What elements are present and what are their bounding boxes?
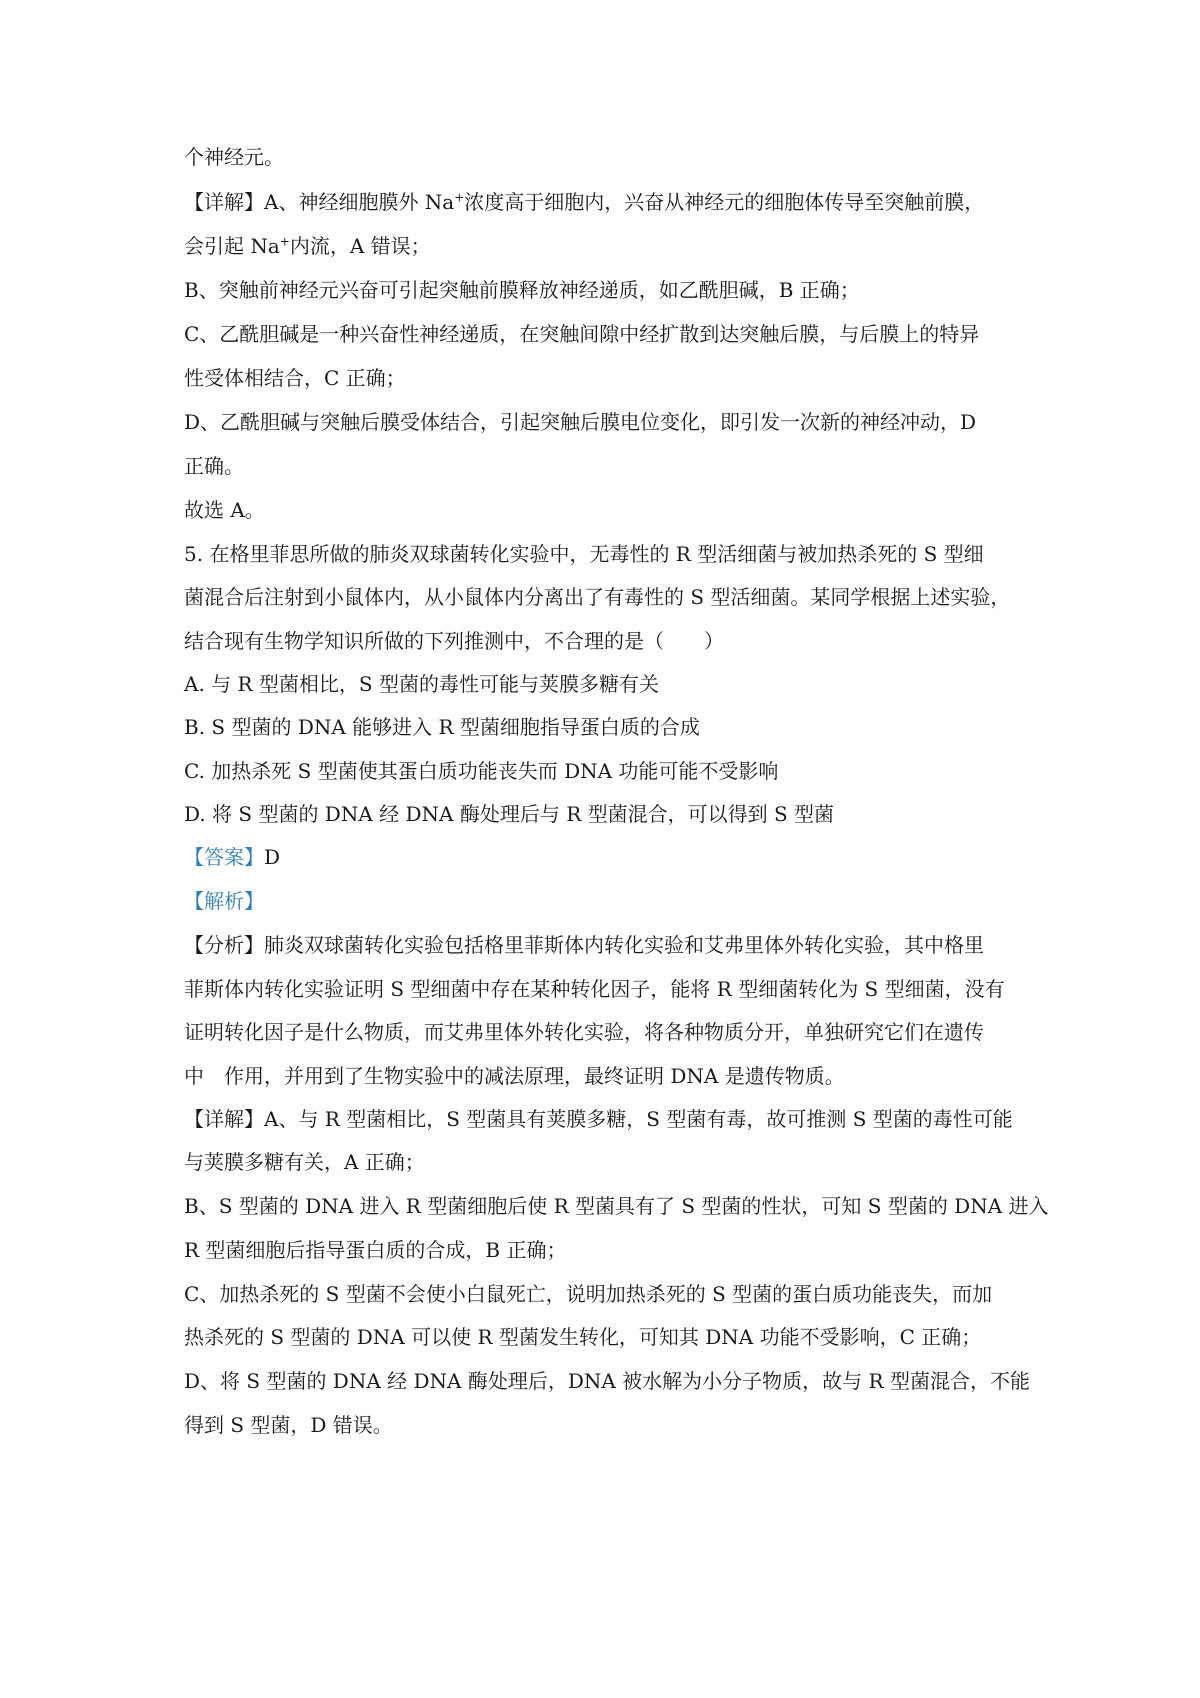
- text-span: 浓度高于细胞内，兴奋从神经元的细胞体传导至突触前膜，: [464, 190, 985, 214]
- text-line: D、乙酰胆碱与突触后膜受体结合，引起突触后膜电位变化，即引发一次新的神经冲动，D: [184, 410, 977, 434]
- text-line: 热杀死的 S 型菌的 DNA 可以使 R 型菌发生转化，可知其 DNA 功能不受影响，C 正确；: [184, 1325, 982, 1349]
- text-line: B、突触前神经元兴奋可引起突触前膜释放神经递质，如乙酰胆碱，B 正确；: [184, 278, 860, 302]
- text-line: D、将 S 型菌的 DNA 经 DNA 酶处理后，DNA 被水解为小分子物质，故与 R 型菌混合，不能: [184, 1369, 1030, 1393]
- text-line: 【详解】A、与 R 型菌相比，S 型菌具有荚膜多糖，S 型菌有毒，故可推测 S 型菌的毒性可能: [184, 1107, 1013, 1131]
- text-line: [184, 188, 984, 216]
- text-line: 个神经元。: [184, 145, 284, 169]
- text-span: 内流，A 错误；: [289, 234, 431, 258]
- answer-line: [184, 843, 280, 871]
- text-line: C、加热杀死的 S 型菌不会使小白鼠死亡，说明加热杀死的 S 型菌的蛋白质功能丧失，而加: [184, 1282, 993, 1306]
- text-line: 得到 S 型菌，D 错误。: [184, 1413, 393, 1437]
- text-line: 故选 A。: [184, 498, 265, 522]
- text-line: 【分析】肺炎双球菌转化实验包括格里菲斯体内转化实验和艾弗里体外转化实验，其中格里: [184, 933, 984, 957]
- text-span: 【详解】A、神经细胞膜外 Na: [184, 190, 455, 214]
- superscript-plus: +: [279, 234, 290, 249]
- question-stem: 5. 在格里菲思所做的肺炎双球菌转化实验中，无毒性的 R 型活细菌与被加热杀死的 S 型细: [184, 542, 984, 566]
- text-line: 菲斯体内转化实验证明 S 型细菌中存在某种转化因子，能将 R 型细菌转化为 S 型细菌，没有: [184, 977, 1005, 1001]
- option-a: A. 与 R 型菌相比，S 型菌的毒性可能与荚膜多糖有关: [184, 672, 659, 696]
- text-line: 与荚膜多糖有关，A 正确；: [184, 1150, 425, 1174]
- option-c: C. 加热杀死 S 型菌使其蛋白质功能丧失而 DNA 功能可能不受影响: [184, 759, 779, 783]
- question-stem: 结合现有生物学知识所做的下列推测中，不合理的是（ ）: [184, 629, 724, 653]
- text-span: 会引起 Na: [184, 234, 280, 258]
- analysis-label: 【解析】: [184, 889, 264, 913]
- text-line: R 型菌细胞后指导蛋白质的合成，B 正确；: [184, 1238, 567, 1262]
- text-line: [184, 232, 431, 260]
- answer-label: 【答案】: [184, 845, 264, 869]
- text-line: 中 作用，并用到了生物实验中的减法原理，最终证明 DNA 是遗传物质。: [184, 1064, 845, 1088]
- analysis-heading: [184, 887, 264, 915]
- text-line: 性受体相结合，C 正确；: [184, 366, 406, 390]
- text-line: 正确。: [184, 454, 244, 478]
- text-line: B、S 型菌的 DNA 进入 R 型菌细胞后使 R 型菌具有了 S 型菌的性状，可知 S 型菌的 DNA 进入: [184, 1194, 1049, 1218]
- text-line: 证明转化因子是什么物质，而艾弗里体外转化实验，将各种物质分开，单独研究它们在遗传: [184, 1020, 984, 1044]
- superscript-plus: +: [454, 190, 465, 205]
- option-d: D. 将 S 型菌的 DNA 经 DNA 酶处理后与 R 型菌混合，可以得到 S 型菌: [184, 802, 835, 826]
- text-line: C、乙酰胆碱是一种兴奋性神经递质，在突触间隙中经扩散到达突触后膜，与后膜上的特异: [184, 322, 980, 346]
- option-b: B. S 型菌的 DNA 能够进入 R 型菌细胞指导蛋白质的合成: [184, 715, 700, 739]
- question-stem: 菌混合后注射到小鼠体内，从小鼠体内分离出了有毒性的 S 型活细菌。某同学根据上述实验，: [184, 585, 1011, 609]
- answer-value: D: [264, 845, 281, 869]
